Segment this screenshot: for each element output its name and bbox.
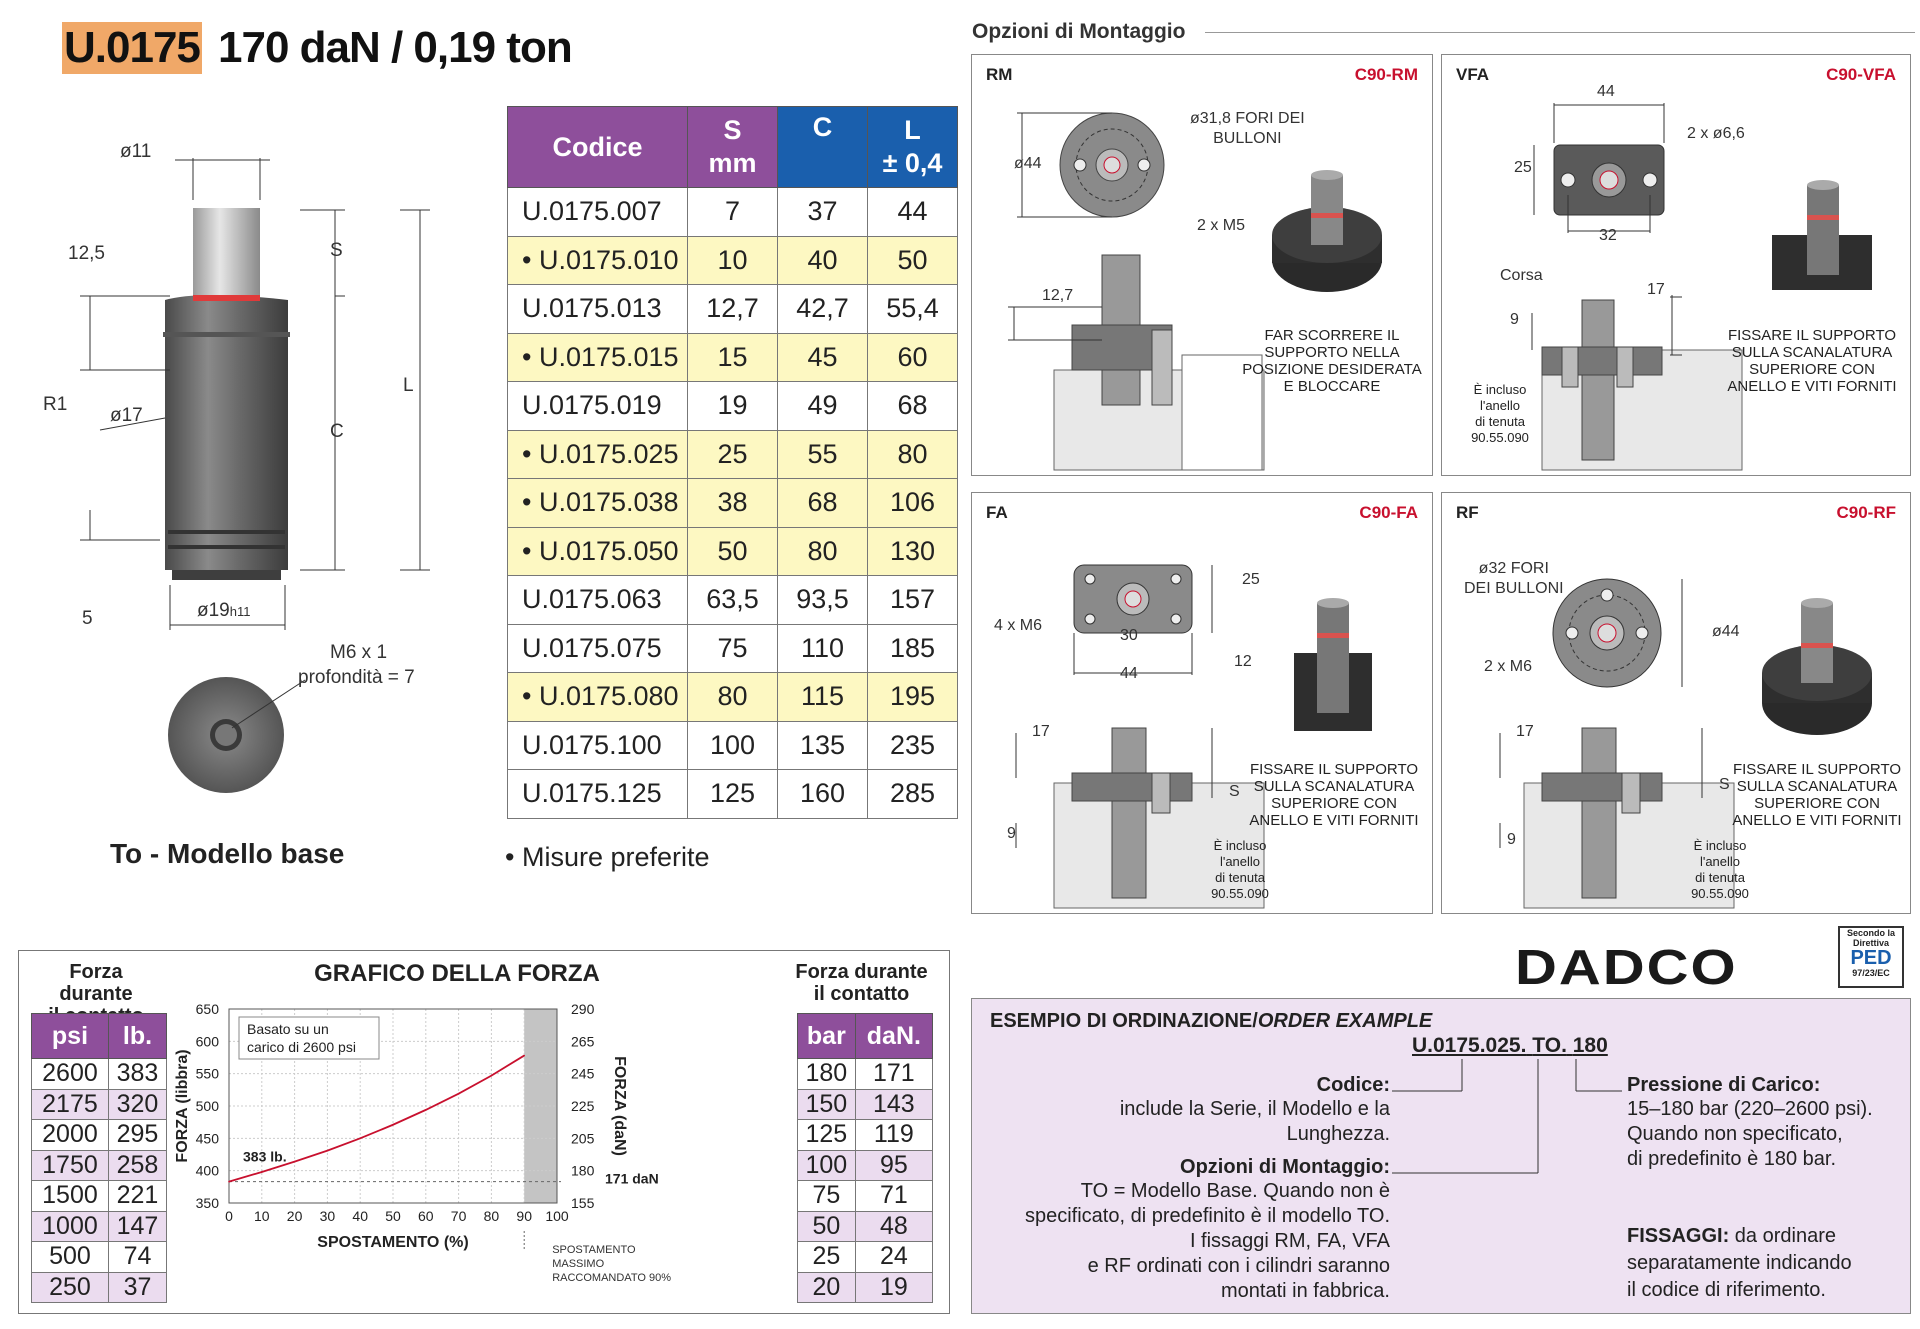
cell-code: U.0175.063: [508, 576, 688, 625]
force-cell: 19: [855, 1272, 932, 1303]
vfa-title: VFA: [1456, 65, 1490, 84]
y-tick-label: 600: [195, 1033, 219, 1050]
title-rule: [1205, 32, 1915, 33]
rm-note: FAR SCORRERE IL SUPPORTO NELLA POSIZIONE DESIDERATA E BLOCCARE: [1242, 327, 1422, 395]
cell-code: • U.0175.015: [508, 333, 688, 382]
header-codice: Codice: [508, 107, 688, 188]
force-cell: 71: [855, 1181, 932, 1212]
force-cell: 500: [32, 1242, 109, 1273]
table-row: [798, 1242, 933, 1273]
lb-header: lb.: [108, 1014, 166, 1059]
note-box-text: Basato su un: [247, 1021, 329, 1037]
cell-c: 110: [778, 624, 868, 673]
force-cell: 20: [798, 1272, 856, 1303]
y2-tick-label: 245: [571, 1065, 595, 1082]
table-row: [508, 236, 958, 285]
dadco-logo: DADCO: [1515, 939, 1738, 996]
rm-code: C90-RM: [1354, 65, 1418, 84]
fa-d30: 30: [1120, 627, 1138, 644]
table-row: [508, 527, 958, 576]
order-fissaggi: FISSAGGI: da ordinare separatamente indicando il codice di riferimento.: [1627, 1225, 1852, 1301]
cell-c: 55: [778, 430, 868, 479]
force-left-title: Forza durante: [59, 961, 133, 1005]
force-cell: 295: [108, 1120, 166, 1151]
order-code: U.0175.025. TO. 180: [1412, 1034, 1608, 1057]
force-cell: 383: [108, 1059, 166, 1090]
order-codice: Codice:: [1316, 1074, 1390, 1096]
y2-tick-label: 180: [571, 1162, 595, 1179]
fa-code: C90-FA: [1359, 503, 1418, 522]
order-codice-text: include la Serie, il Modello e la Lunghezza.: [1119, 1098, 1390, 1145]
vfa-d17: 17: [1647, 281, 1665, 298]
rf-code: C90-RF: [1836, 503, 1896, 522]
table-row: [508, 770, 958, 819]
table-row: [32, 1272, 167, 1303]
force-cell: 258: [108, 1150, 166, 1181]
rm-holes-label: ø31,8 FORI DEI BULLONI: [1190, 110, 1305, 147]
rf-holes-label: ø32 FORI DEI BULLONI: [1464, 560, 1564, 597]
mount-fa-panel: [971, 492, 1433, 914]
x-tick-label: 30: [319, 1208, 336, 1224]
table-row: [508, 673, 958, 722]
force-cell: 75: [798, 1181, 856, 1212]
cell-c: 160: [778, 770, 868, 819]
cell-l: 68: [868, 382, 958, 431]
force-cell: 25: [798, 1242, 856, 1273]
table-row: [32, 1120, 167, 1151]
fa-d25: 25: [1242, 571, 1260, 588]
vfa-d44: 44: [1597, 83, 1615, 100]
table-row: [32, 1150, 167, 1181]
dim-12-5: 12,5: [68, 243, 105, 264]
table-row: [508, 479, 958, 528]
table-row: [798, 1272, 933, 1303]
cell-code: • U.0175.010: [508, 236, 688, 285]
cell-code: • U.0175.025: [508, 430, 688, 479]
mounting-title: Opzioni di Montaggio: [972, 20, 1186, 43]
table-row: [798, 1150, 933, 1181]
force-cell: 221: [108, 1181, 166, 1212]
force-cell: 50: [798, 1211, 856, 1242]
cell-s: 38: [688, 479, 778, 528]
dim-d17: ø17: [110, 405, 143, 426]
force-cell: 1500: [32, 1181, 109, 1212]
x-tick-label: 40: [352, 1208, 368, 1224]
header-l: L ± 0,4: [868, 107, 958, 188]
bar-header: bar: [798, 1014, 856, 1059]
table-row: [508, 333, 958, 382]
data-point: [523, 1055, 525, 1057]
cell-s: 75: [688, 624, 778, 673]
cell-code: U.0175.075: [508, 624, 688, 673]
cell-s: 80: [688, 673, 778, 722]
dim-c: C: [330, 421, 344, 442]
cell-code: U.0175.007: [508, 188, 688, 237]
cell-c: 37: [778, 188, 868, 237]
mount-rm-panel: [971, 54, 1433, 476]
cell-s: 125: [688, 770, 778, 819]
x-tick-label: 90: [516, 1208, 532, 1224]
cell-l: 55,4: [868, 285, 958, 334]
force-cell: 180: [798, 1059, 856, 1090]
data-point: [327, 1150, 329, 1152]
cell-s: 100: [688, 721, 778, 770]
cell-c: 93,5: [778, 576, 868, 625]
cell-c: 68: [778, 479, 868, 528]
y2-tick-label: 290: [571, 1001, 595, 1017]
data-point: [458, 1093, 460, 1095]
force-cell: 147: [108, 1211, 166, 1242]
cell-c: 80: [778, 527, 868, 576]
y-tick-label: 350: [195, 1195, 219, 1211]
force-bar-table: [797, 1013, 933, 1303]
dim-d19: ø19h11: [197, 600, 251, 621]
force-right-title: Forza durante il contatto: [795, 961, 928, 1005]
cell-code: • U.0175.050: [508, 527, 688, 576]
rf-note: FISSARE IL SUPPORTO SULLA SCANALATURA SUPERIORE CON ANELLO E VITI FORNITI: [1732, 761, 1902, 829]
cell-c: 49: [778, 382, 868, 431]
cell-c: 115: [778, 673, 868, 722]
cell-l: 185: [868, 624, 958, 673]
fa-s: S: [1229, 783, 1240, 800]
cell-c: 42,7: [778, 285, 868, 334]
dim-depth: profondità = 7: [298, 667, 415, 688]
table-row: [798, 1120, 933, 1151]
fa-note: FISSARE IL SUPPORTO SULLA SCANALATURA SUPERIORE CON ANELLO E VITI FORNITI: [1249, 761, 1419, 829]
y-tick-label: 500: [195, 1098, 219, 1114]
cell-s: 25: [688, 430, 778, 479]
table-row: [32, 1211, 167, 1242]
table-row: [508, 188, 958, 237]
table-row: [798, 1181, 933, 1212]
ped-badge: Secondo la Direttiva PED 97/23/EC: [1838, 926, 1904, 988]
force-cell: 24: [855, 1242, 932, 1273]
fa-d12: 12: [1234, 653, 1252, 670]
x-tick-label: 80: [483, 1208, 500, 1224]
table-row: [798, 1211, 933, 1242]
force-cell: 119: [855, 1120, 932, 1151]
force-left-body: [32, 1059, 167, 1303]
rf-d44: ø44: [1712, 623, 1740, 640]
cell-s: 15: [688, 333, 778, 382]
cell-l: 106: [868, 479, 958, 528]
data-point: [392, 1124, 394, 1126]
fa-title: FA: [986, 503, 1008, 522]
cylinder-illustration: [0, 100, 480, 820]
cell-l: 285: [868, 770, 958, 819]
order-pressione-text: 15–180 bar (220–2600 psi). Quando non specificato, di predefinito è 180 bar.: [1627, 1098, 1873, 1170]
force-cell: 143: [855, 1089, 932, 1120]
cell-s: 7: [688, 188, 778, 237]
force-cell: 2000: [32, 1120, 109, 1151]
y2-tick-label: 265: [571, 1033, 595, 1050]
force-cell: 100: [798, 1150, 856, 1181]
dim-r1: R1: [43, 394, 68, 415]
y-tick-label: 450: [195, 1130, 219, 1147]
force-cell: 2600: [32, 1059, 109, 1090]
vfa-included: È incluso l'anello di tenuta 90.55.090: [1471, 382, 1529, 445]
force-cell: 74: [108, 1242, 166, 1273]
header-c: C: [778, 107, 868, 188]
cell-l: 195: [868, 673, 958, 722]
cell-code: • U.0175.080: [508, 673, 688, 722]
codes-table: [507, 106, 958, 819]
dim-m6: M6 x 1: [330, 642, 388, 663]
force-section: [18, 950, 950, 1314]
y-tick-label: 400: [195, 1162, 219, 1179]
max-displacement-label: SPOSTAMENTO: [552, 1244, 636, 1256]
table-row: [32, 1181, 167, 1212]
data-point: [425, 1109, 427, 1111]
force-chart: [174, 991, 789, 1311]
vfa-d25: 25: [1514, 159, 1532, 176]
rf-d17: 17: [1516, 723, 1534, 740]
force-cell: 125: [798, 1120, 856, 1151]
y2-axis-label: FORZA (daN): [611, 1056, 628, 1156]
note-box-text: carico di 2600 psi: [247, 1039, 356, 1055]
rf-title: RF: [1456, 503, 1479, 522]
dim-s: S: [330, 240, 343, 261]
rm-d44: ø44: [1014, 155, 1042, 172]
table-row: [508, 624, 958, 673]
cell-s: 12,7: [688, 285, 778, 334]
rf-m6: 2 x M6: [1484, 658, 1533, 675]
order-opzioni-text: TO = Modello Base. Quando non è specificato, di predefinito è il modello TO. I fissaggi RM, FA, VFA e RF ordinati con i cilindri saranno montati in fabbrica.: [1024, 1180, 1390, 1302]
y2-tick-label: 155: [571, 1195, 595, 1211]
force-cell: 1750: [32, 1150, 109, 1181]
x-tick-label: 20: [286, 1208, 303, 1224]
fa-d17: 17: [1032, 723, 1050, 740]
force-cell: 2175: [32, 1089, 109, 1120]
table-row: [508, 721, 958, 770]
fa-d44: 44: [1120, 665, 1138, 682]
vfa-code: C90-VFA: [1826, 65, 1896, 84]
x-axis-label: SPOSTAMENTO (%): [317, 1234, 469, 1251]
order-pressione: Pressione di Carico:: [1627, 1074, 1821, 1096]
table-row: [798, 1089, 933, 1120]
rf-included: È incluso l'anello di tenuta 90.55.090: [1691, 838, 1749, 901]
order-example: [971, 998, 1911, 1314]
x-tick-label: 10: [254, 1208, 270, 1224]
table-row: [508, 285, 958, 334]
rm-d127: 12,7: [1042, 287, 1074, 304]
vfa-d32: 32: [1599, 227, 1617, 244]
force-cell: 250: [32, 1272, 109, 1303]
header-s: S mm: [688, 107, 778, 188]
y-tick-label: 550: [195, 1065, 219, 1082]
cell-l: 80: [868, 430, 958, 479]
cell-l: 50: [868, 236, 958, 285]
force-cell: 150: [798, 1089, 856, 1120]
force-cell: 37: [108, 1272, 166, 1303]
force-cell: 48: [855, 1211, 932, 1242]
table-row: [508, 382, 958, 431]
cell-code: U.0175.013: [508, 285, 688, 334]
cell-l: 235: [868, 721, 958, 770]
table-row: [32, 1242, 167, 1273]
rm-title: RM: [986, 65, 1013, 84]
data-point: [491, 1075, 493, 1077]
fa-included: È incluso l'anello di tenuta 90.55.090: [1211, 838, 1269, 901]
codes-table-body: [508, 188, 958, 819]
dim-5: 5: [82, 608, 93, 629]
psi-header: psi: [32, 1014, 109, 1059]
dan-header: daN.: [855, 1014, 932, 1059]
dim-l: L: [403, 375, 414, 396]
order-title: ESEMPIO DI ORDINAZIONE/ORDER EXAMPLE: [990, 1010, 1433, 1032]
x-tick-label: 0: [225, 1208, 233, 1224]
x-tick-label: 100: [545, 1208, 569, 1224]
cell-s: 10: [688, 236, 778, 285]
force-psi-table: [31, 1013, 167, 1303]
vfa-d9: 9: [1510, 311, 1519, 328]
order-opzioni: Opzioni di Montaggio:: [1180, 1156, 1390, 1178]
fa-d9: 9: [1007, 825, 1016, 842]
cell-code: • U.0175.038: [508, 479, 688, 528]
force-cell: 1000: [32, 1211, 109, 1242]
cell-l: 157: [868, 576, 958, 625]
cell-s: 19: [688, 382, 778, 431]
cell-c: 45: [778, 333, 868, 382]
data-point: [294, 1161, 296, 1163]
force-right-body: [798, 1059, 933, 1303]
mount-rf-panel: [1441, 492, 1911, 914]
max-displacement-label: MASSIMO: [552, 1258, 605, 1270]
dan-value-label: 171 daN: [605, 1170, 659, 1187]
cell-c: 40: [778, 236, 868, 285]
chart-title: GRAFICO DELLA FORZA: [314, 960, 600, 987]
y2-tick-label: 205: [571, 1130, 595, 1147]
data-point: [261, 1171, 263, 1173]
table-row: [32, 1059, 167, 1090]
table-row: [508, 576, 958, 625]
table-row: [32, 1089, 167, 1120]
y-tick-label: 650: [195, 1001, 219, 1017]
table-row: [798, 1059, 933, 1090]
cell-code: U.0175.019: [508, 382, 688, 431]
vfa-holes: 2 x ø6,6: [1687, 125, 1745, 142]
dim-rod-diameter: ø11: [120, 141, 152, 162]
model-force: 170 daN / 0,19 ton: [218, 23, 572, 72]
start-value-label: 383 lb.: [243, 1148, 287, 1165]
drawing-caption: To - Modello base: [110, 838, 345, 869]
x-tick-label: 60: [418, 1208, 434, 1224]
cell-code: U.0175.125: [508, 770, 688, 819]
rf-s: S: [1719, 776, 1730, 793]
force-cell: 320: [108, 1089, 166, 1120]
model-code: U.0175: [64, 23, 200, 72]
cell-l: 60: [868, 333, 958, 382]
table-row: [508, 430, 958, 479]
x-tick-label: 70: [450, 1208, 467, 1224]
y-axis-label: FORZA (libbra): [174, 1049, 191, 1163]
max-displacement-label: RACCOMANDATO 90%: [552, 1272, 671, 1284]
cell-l: 130: [868, 527, 958, 576]
vfa-note: FISSARE IL SUPPORTO SULLA SCANALATURA SUPERIORE CON ANELLO E VITI FORNITI: [1727, 327, 1897, 395]
vfa-corsa: Corsa: [1500, 267, 1543, 284]
force-cell: 171: [855, 1059, 932, 1090]
rf-d9: 9: [1507, 831, 1516, 848]
cell-l: 44: [868, 188, 958, 237]
force-cell: 95: [855, 1150, 932, 1181]
data-point: [359, 1138, 361, 1140]
cell-s: 50: [688, 527, 778, 576]
data-point: [228, 1181, 230, 1183]
y2-tick-label: 225: [571, 1098, 595, 1114]
preferred-note: • Misure preferite: [505, 842, 710, 872]
cylinder-drawing: [0, 100, 480, 820]
cell-c: 135: [778, 721, 868, 770]
fa-m6: 4 x M6: [994, 617, 1043, 634]
x-tick-label: 50: [385, 1208, 401, 1224]
rm-m5: 2 x M5: [1197, 217, 1246, 234]
cell-code: U.0175.100: [508, 721, 688, 770]
mount-vfa-panel: [1441, 54, 1911, 476]
cell-s: 63,5: [688, 576, 778, 625]
